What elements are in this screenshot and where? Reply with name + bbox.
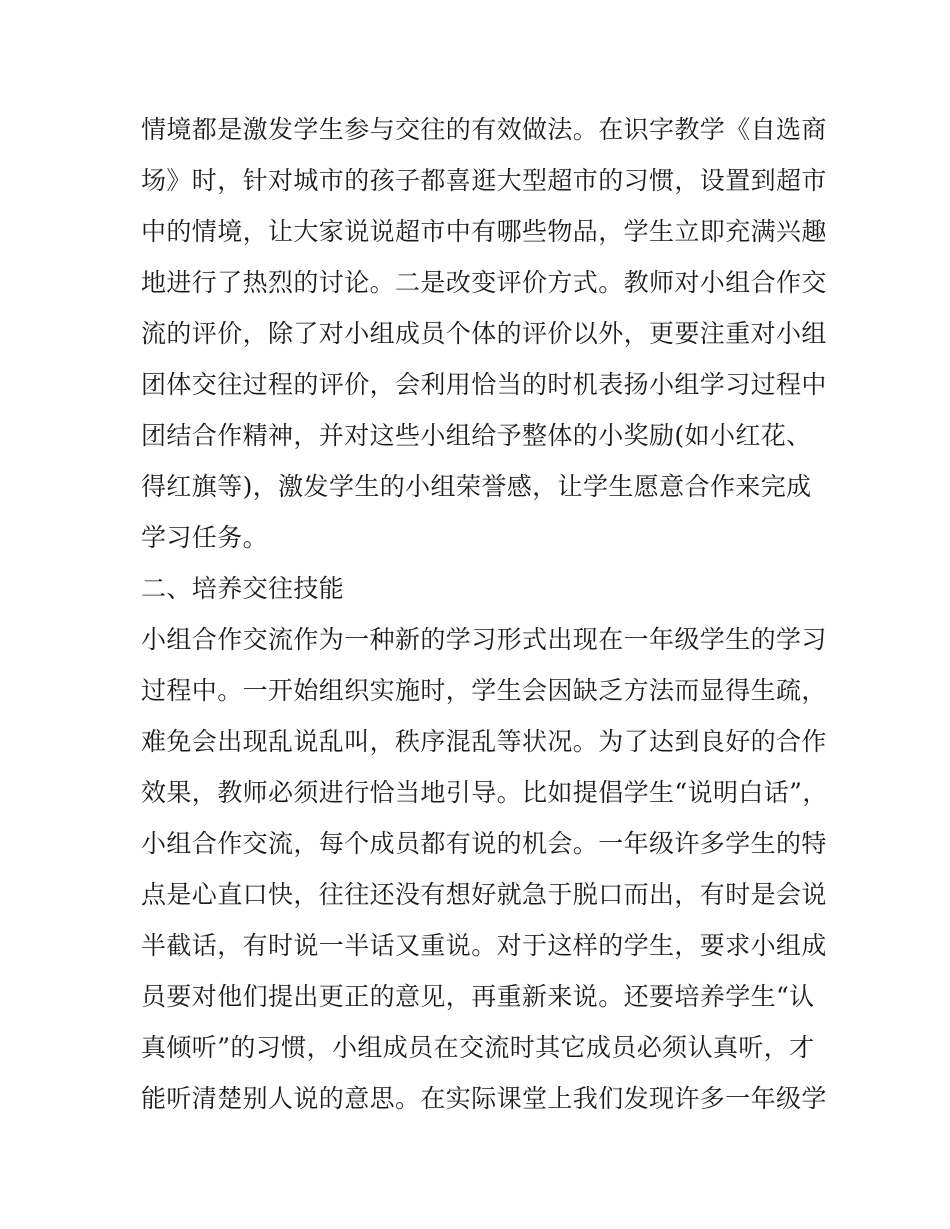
text-line: 地进行了热烈的讨论。二是改变评价方式。教师对小组合作交	[141, 268, 827, 297]
text-line: 真倾听”的习惯，小组成员在交流时其它成员必须认真听，才	[141, 1033, 815, 1062]
body-text	[141, 104, 828, 1124]
text-line: 小组合作交流，每个成员都有说的机会。一年级许多学生的特	[141, 829, 827, 858]
text-line: 半截话，有时说一半话又重说。对于这样的学生，要求小组成	[141, 931, 827, 960]
text-line: 得红旗等)，激发学生的小组荣誉感，让学生愿意合作来完成	[141, 472, 812, 501]
text-line: 情境都是激发学生参与交往的有效做法。在识字教学《自选商	[141, 115, 827, 144]
text-line: 过程中。一开始组织实施时，学生会因缺乏方法而显得生疏，	[141, 676, 827, 705]
section-heading: 二、培养交往技能	[141, 574, 345, 603]
text-line: 点是心直口快，往往还没有想好就急于脱口而出，有时是会说	[141, 880, 827, 909]
text-line: 流的评价，除了对小组成员个体的评价以外，更要注重对小组	[141, 319, 827, 348]
text-line: 小组合作交流作为一种新的学习形式出现在一年级学生的学习	[141, 625, 827, 654]
text-line: 效果，教师必须进行恰当地引导。比如提倡学生“说明白话”，	[141, 778, 828, 807]
text-line: 中的情境，让大家说说超市中有哪些物品，学生立即充满兴趣	[141, 217, 827, 246]
text-line: 学习任务。	[141, 523, 269, 552]
text-line: 难免会出现乱说乱叫，秩序混乱等状况。为了达到良好的合作	[141, 727, 827, 756]
text-line: 员要对他们提出更正的意见，再重新来说。还要培养学生“认	[141, 982, 815, 1011]
text-line: 团体交往过程的评价，会利用恰当的时机表扬小组学习过程中	[141, 370, 827, 399]
text-line: 团结合作精神，并对这些小组给予整体的小奖励(如小红花、	[141, 421, 812, 450]
text-line: 场》时，针对城市的孩子都喜逛大型超市的习惯，设置到超市	[141, 166, 827, 195]
text-line: 能听清楚别人说的意思。在实际课堂上我们发现许多一年级学	[141, 1084, 827, 1113]
